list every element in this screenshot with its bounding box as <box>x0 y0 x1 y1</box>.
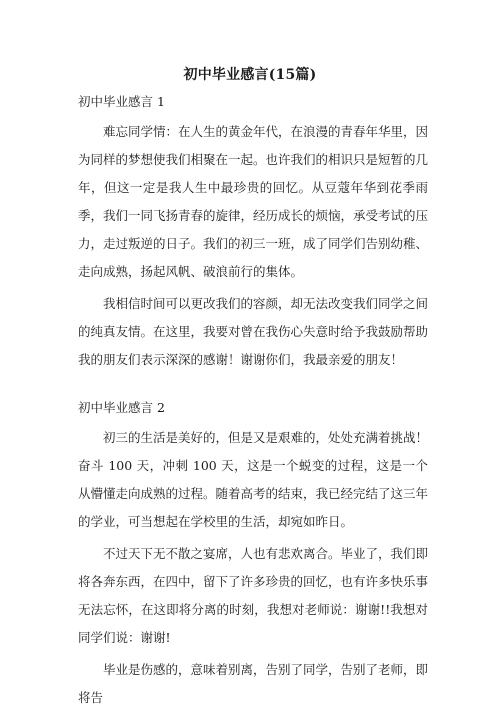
paragraph: 难忘同学情：在人生的黄金年代，在浪漫的青春年华里，因为同样的梦想使我们相聚在一起。也许我们的相识只是短暂的几年，但这一定是我人生中最珍贵的回忆。从豆蔻年华到花季雨季，我们一同飞扬青春的旋律，经历成长的烦恼，承受考试的压力，走过叛逆的日子。我们的初三一班，成了同学们告别幼稚、走向成熟，扬起风帆、破浪前行的集体。 <box>78 124 429 279</box>
section-1 <box>78 92 428 374</box>
paragraph: 不过天下无不散之宴席，人也有悲欢离合。毕业了，我们即将各奔东西，在四中，留下了许多珍贵的回忆，也有许多快乐事无法忘怀，在这即将分离的时刻，我想对老师说：谢谢!!我想对同学们说：谢谢! <box>78 546 429 645</box>
paragraph: 毕业是伤感的，意味着别离，告别了同学，告别了老师，即将告 <box>78 662 429 705</box>
paragraph: 初三的生活是美好的，但是又是艰难的，处处充满着挑战！奋斗 100 天，冲刺 100 天，这是一个蜕变的过程，这是一个从懵懂走向成熟的过程。随着高考的结束，我已经完结了这三年的学业，可当想起在学校里的生活，却宛如昨日。 <box>78 430 429 529</box>
section-2 <box>78 398 428 707</box>
section-heading: 初中毕业感言 2 <box>78 400 165 415</box>
section-heading: 初中毕业感言 1 <box>78 94 165 109</box>
paragraph: 我相信时间可以更改我们的容颜，却无法改变我们同学之间的纯真友情。在这里，我要对曾在我伤心失意时给予我鼓励帮助我的朋友们表示深深的感谢！谢谢你们，我最亲爱的朋友！ <box>78 296 429 367</box>
document-body <box>78 92 428 707</box>
document-title: 初中毕业感言(15篇) <box>183 67 317 83</box>
